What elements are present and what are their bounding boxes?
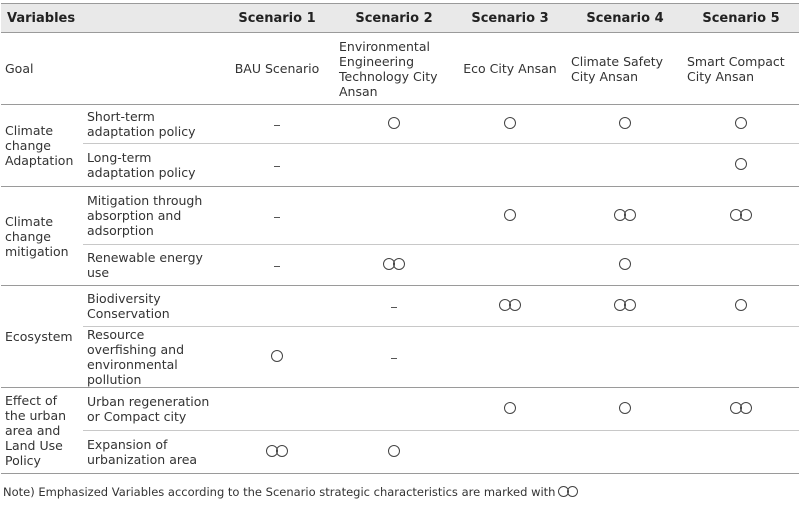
- mark-cell: [683, 144, 799, 187]
- mark-cell: [335, 286, 453, 327]
- variable-label: Expansion of urbanization area: [83, 431, 219, 474]
- circle-mark: [619, 117, 631, 129]
- mark-cell: [453, 187, 567, 245]
- table-row: [1, 187, 799, 245]
- mark-cell: [683, 327, 799, 388]
- category-mitigation: Climate change mitigation: [1, 187, 83, 286]
- table-row: [1, 144, 799, 187]
- header-scenario-3: Scenario 3: [453, 4, 567, 33]
- circle-mark: [388, 445, 400, 457]
- dash-mark: [274, 125, 280, 126]
- table-note: [3, 485, 577, 500]
- table-row: [1, 431, 799, 474]
- category-urban-land-use: Effect of the urban area and Land Use Policy: [1, 388, 83, 474]
- mark-cell: [567, 327, 683, 388]
- mark-cell: [567, 286, 683, 327]
- mark-cell: [219, 286, 335, 327]
- variable-label: Resource overfishing and environmental pollution: [83, 327, 219, 388]
- mark-cell: [453, 327, 567, 388]
- mark-cell: [683, 187, 799, 245]
- table-row: [1, 327, 799, 388]
- dash-mark: [391, 307, 397, 308]
- table-row: [1, 388, 799, 431]
- mark-cell: [219, 327, 335, 388]
- header-scenario-4: Scenario 4: [567, 4, 683, 33]
- mark-cell: [219, 388, 335, 431]
- table-row: [1, 245, 799, 286]
- circle-mark: [504, 402, 516, 414]
- mark-cell: [683, 105, 799, 144]
- circle-mark: [393, 258, 405, 270]
- dash-mark: [274, 217, 280, 218]
- mark-cell: [453, 105, 567, 144]
- mark-cell: [335, 327, 453, 388]
- mark-cell: [453, 286, 567, 327]
- circle-mark: [740, 402, 752, 414]
- mark-cell: [453, 144, 567, 187]
- mark-cell: [567, 105, 683, 144]
- circle-mark: [740, 209, 752, 221]
- mark-cell: [219, 431, 335, 474]
- table-row: [1, 105, 799, 144]
- mark-cell: [683, 286, 799, 327]
- variable-label: Short-term adaptation policy: [83, 105, 219, 144]
- mark-cell: [219, 105, 335, 144]
- variable-label: Biodiversity Conservation: [83, 286, 219, 327]
- circle-mark: [619, 258, 631, 270]
- header-scenario-2: Scenario 2: [335, 4, 453, 33]
- mark-cell: [683, 245, 799, 286]
- mark-cell: [567, 187, 683, 245]
- mark-cell: [335, 105, 453, 144]
- mark-cell: [567, 245, 683, 286]
- mark-cell: [453, 245, 567, 286]
- mark-cell: [335, 431, 453, 474]
- circle-mark: [735, 117, 747, 129]
- circle-mark: [735, 158, 747, 170]
- mark-cell: [335, 245, 453, 286]
- circle-mark: [504, 117, 516, 129]
- circle-mark: [619, 402, 631, 414]
- mark-cell: [335, 187, 453, 245]
- header-scenario-5: Scenario 5: [683, 4, 799, 33]
- goal-scenario-1: BAU Scenario: [219, 33, 335, 105]
- header-variables: Variables: [1, 4, 219, 33]
- goal-scenario-4: Climate Safety City Ansan: [567, 33, 683, 105]
- mark-cell: [683, 388, 799, 431]
- circle-mark: [735, 299, 747, 311]
- circle-mark: [388, 117, 400, 129]
- mark-cell: [453, 388, 567, 431]
- category-adaptation: Climate change Adaptation: [1, 105, 83, 187]
- circle-mark: [624, 299, 636, 311]
- category-ecosystem: Ecosystem: [1, 286, 83, 388]
- circle-mark: [271, 350, 283, 362]
- mark-cell: [567, 431, 683, 474]
- goal-row: [1, 33, 799, 105]
- mark-cell: [453, 431, 567, 474]
- variable-label: Renewable energy use: [83, 245, 219, 286]
- circle-mark: [567, 486, 578, 497]
- dash-mark: [274, 266, 280, 267]
- note-mark: [559, 485, 577, 499]
- dash-mark: [274, 166, 280, 167]
- mark-cell: [219, 187, 335, 245]
- circle-mark: [624, 209, 636, 221]
- mark-cell: [335, 388, 453, 431]
- header-row: [1, 4, 799, 33]
- mark-cell: [335, 144, 453, 187]
- goal-scenario-5: Smart Compact City Ansan: [683, 33, 799, 105]
- circle-mark: [276, 445, 288, 457]
- mark-cell: [219, 144, 335, 187]
- note-text: Note) Emphasized Variables according to the Scenario strategic characteristics are marked with: [3, 485, 556, 499]
- dash-mark: [391, 358, 397, 359]
- variable-label: Long-term adaptation policy: [83, 144, 219, 187]
- mark-cell: [219, 245, 335, 286]
- header-scenario-1: Scenario 1: [219, 4, 335, 33]
- scenario-table: [1, 3, 799, 474]
- mark-cell: [567, 388, 683, 431]
- mark-cell: [683, 431, 799, 474]
- goal-scenario-2: Environmental Engineering Technology City Ansan: [335, 33, 453, 105]
- variable-label: Mitigation through absorption and adsorption: [83, 187, 219, 245]
- circle-mark: [509, 299, 521, 311]
- mark-cell: [567, 144, 683, 187]
- goal-label: Goal: [1, 33, 219, 105]
- goal-scenario-3: Eco City Ansan: [453, 33, 567, 105]
- variable-label: Urban regeneration or Compact city: [83, 388, 219, 431]
- circle-mark: [504, 209, 516, 221]
- table-row: [1, 286, 799, 327]
